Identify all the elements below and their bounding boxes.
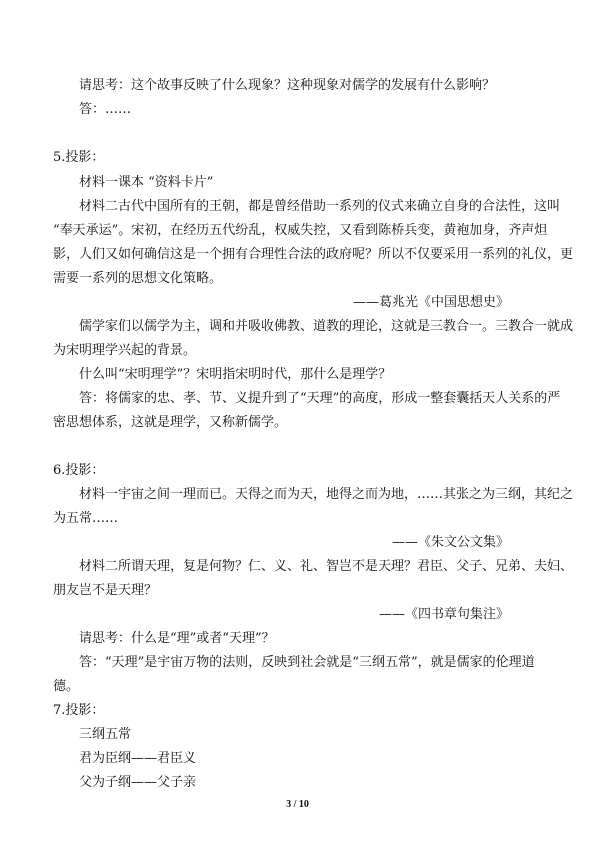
- paragraph-line: 儒学家们以儒学为主，调和并吸收佛教、道教的理论，这就是三教合一。三教合一就成: [79, 319, 574, 334]
- section-heading-7: 7.投影：: [53, 703, 105, 718]
- paragraph-line: 朋友岂不是天理？: [53, 583, 158, 598]
- list-item: 君为臣纲——君臣义: [79, 751, 197, 766]
- citation: ——《四书章句集注》: [378, 607, 509, 622]
- answer-line: 德。: [53, 679, 80, 694]
- section-heading-6: 6.投影：: [53, 463, 105, 478]
- material-line: 材料二古代中国所有的王朝，都是曾经借助一系列的仪式来确立自身的合法性，这叫: [79, 199, 561, 214]
- answer-line: 答：“天理”是宇宙万物的法则，反映到社会就是“三纲五常”，就是儒家的伦理道: [79, 655, 535, 670]
- list-item: 三纲五常: [79, 727, 132, 742]
- paragraph-line: 影，人们又如何确信这是一个拥有合理性合法的政府呢？所以不仅要采用一系列的礼仪，更: [53, 247, 574, 262]
- citation: ——葛兆光《中国思想史》: [352, 295, 509, 310]
- material-line: 材料二所谓天理，复是何物？仁、义、礼、智岂不是天理？君臣、父子、兄弟、夫妇、: [79, 559, 574, 574]
- question-line: 请思考：这个故事反映了什么现象？这种现象对儒学的发展有什么影响？: [79, 78, 496, 93]
- paragraph-line: “奉天承运”。宋初，在经历五代纷乱，权威失控，又看到陈桥兵变，黄袍加身，齐声炟: [53, 223, 548, 238]
- list-item: 父为子纲——父子亲: [79, 775, 197, 790]
- answer-line: 答：将儒家的忠、孝、节、义提升到了“天理”的高度，形成一整套囊括天人关系的严: [79, 391, 561, 406]
- material-line: 材料一课本 “资料卡片”: [79, 175, 214, 190]
- answer-line: 答：……: [79, 102, 132, 117]
- material-line: 材料一宇宙之间一理而已。天得之而为天，地得之而为地，……其张之为三纲，其纪之: [79, 487, 574, 502]
- question-line: 什么叫“宋明理学”？宋明指宋明时代，那什么是理学？: [79, 367, 392, 382]
- question-line: 请思考：什么是“理”或者“天理”？: [79, 631, 275, 646]
- paragraph-line: 需要一系列的思想文化策略。: [53, 271, 223, 286]
- section-heading-5: 5.投影：: [53, 150, 105, 165]
- paragraph-line: 为五常……: [53, 511, 119, 526]
- paragraph-line: 为宋明理学兴起的背景。: [53, 343, 197, 358]
- page-number: 3 / 10: [286, 799, 309, 810]
- answer-line: 密思想体系，这就是理学，又称新儒学。: [53, 415, 288, 430]
- citation: ——《朱文公文集》: [391, 535, 509, 550]
